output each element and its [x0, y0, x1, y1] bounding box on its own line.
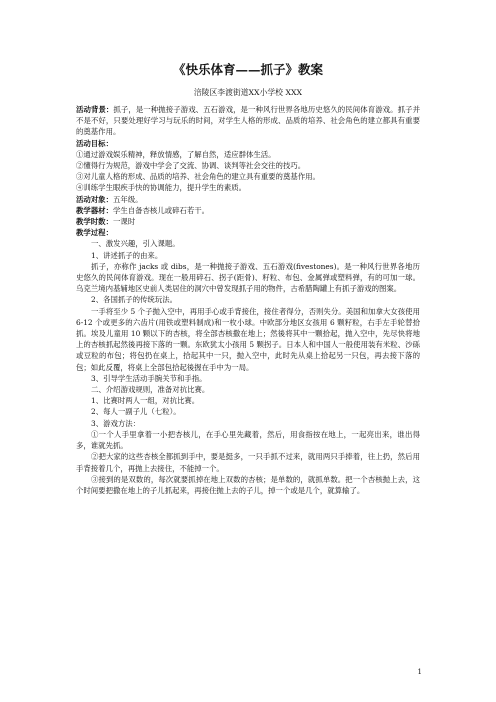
section-1-heading: 一、激发兴趣，引入课题。 [91, 239, 180, 249]
page-title: 《快乐体育——抓子》教案 [172, 62, 323, 77]
section-2-heading: 二、介绍游戏规则，准备对抗比赛。 [91, 385, 210, 395]
background-label: 活动背景： [76, 105, 114, 114]
section-1-2-text: 一手将至少 5 个子抛入空中，再用手心或手背接住，接住者得分，否则失分。美国和加拿大女孩使用 6-12 个或更多的六齿片(用铁或塑料制成)和一枚小球。中欧部分地区女孩用 6 颗籽粒，右手左手轮替拾抓。埃及儿童用 10 颗以下的杏核，将全部杏核撒在地上；然後将其中一颗拾起，抛入空中，先尽快将地上的杏核抓起然後再接下落的一颗。东欧犹太小孩用 5 颗拐子。日本人和中国人一般使用装有米粒、沙砾或豆粒的布包；将包扔在桌上，拾起其中一只，抛入空中，此时先从桌上拾起另一只包，再去接下落的包；如此反覆，将桌上全部包拾起後握在手中为一局。 [76, 306, 420, 372]
section-1-1-heading: 1、讲述抓子的由来。 [91, 250, 163, 260]
hours-label: 教学时数： [76, 217, 113, 227]
goal-item-4: ④训练学生眼疾手快的协调能力，提升学生的素质。 [76, 183, 246, 193]
document-body [76, 62, 420, 496]
method-1: ①一个人手里拿着一小把杏核儿，在手心里先藏着，然后，用食指按在地上，一起亮出来，谁出得多，谁就先抓。 [76, 429, 420, 451]
section-2-1: 1、比赛时两人一组，对抗比赛。 [91, 396, 200, 406]
method-2: ②把大家的这些杏核全都抓到手中，要是挺多，一只手抓不过来，就用两只手捧着，往上扔，然后用手背接着几个，再抛上去接住，不能掉一个。 [76, 452, 420, 473]
section-2-2: 2、每人一副子儿（七粒）。 [91, 407, 181, 417]
process-heading: 教学过程： [76, 228, 113, 238]
background-text: 抓子，是一种抛接子游戏、五石游戏，是一种风行世界各地历史悠久的民间体育游戏。抓子并不是不好，只要处理好学习与玩乐的时间，对学生人格的形成、品质的培养、社会角色的建立都具有重要的奠基作用。 [76, 105, 420, 137]
section-2-3: 3、游戏方法： [91, 418, 141, 428]
goal-item-1: ①通过游戏娱乐精神，释放情感，了解自然，适应群体生活。 [76, 149, 276, 159]
section-1-1-text: 抓子，亦称作 jacks 或 dibs，是一种抛接子游戏、五石游戏(fivestones)。是一种风行世界各地历史悠久的民间体育游戏。现在一般用碎石、拐子(距骨)、籽粒、布包、金属弹或塑料弹，有的可加一球。乌克兰境内基辅地区史前人类居住的洞穴中曾发现抓子用的物件，古希腊陶罐上有抓子游戏的图案。 [76, 261, 420, 294]
materials-text: 学生自备杏核儿或碎石若干。 [112, 205, 210, 215]
audience-text: 五年级。 [112, 194, 143, 204]
method-3: ③接到的是双数的，每次就要抓掉在地上双数的杏核；是单数的，就抓单数。把一个杏核抛上去，这个时间要把撒在地上的子儿抓起来，再接住抛上去的子儿，掉一个或是几个，就算输了。 [76, 474, 420, 495]
audience-label: 活动对象： [76, 194, 113, 204]
hours-line [76, 216, 420, 227]
audience-line [76, 194, 420, 205]
author-line: 涪陵区李渡街道XX小学校 XXX [193, 88, 303, 97]
goal-item-2: ②懂得行为规范，游戏中学会了交流、协调、谈判等社会交往的技巧。 [76, 161, 306, 171]
hours-text: 一课时 [112, 217, 136, 227]
page-number: 1 [417, 668, 422, 676]
section-1-3-heading: 3、引导学生活动手腕关节和手指。 [91, 373, 207, 383]
materials-line [76, 205, 420, 216]
materials-label: 教学器材： [76, 205, 113, 215]
section-1-2-heading: 2、各国抓子的传统玩法。 [91, 295, 178, 305]
background-paragraph [76, 104, 420, 138]
goals-heading: 活动目标： [76, 138, 113, 148]
goal-item-3: ③对儿童人格的形成、品质的培养、社会角色的建立具有重要的奠基作用。 [76, 172, 320, 182]
